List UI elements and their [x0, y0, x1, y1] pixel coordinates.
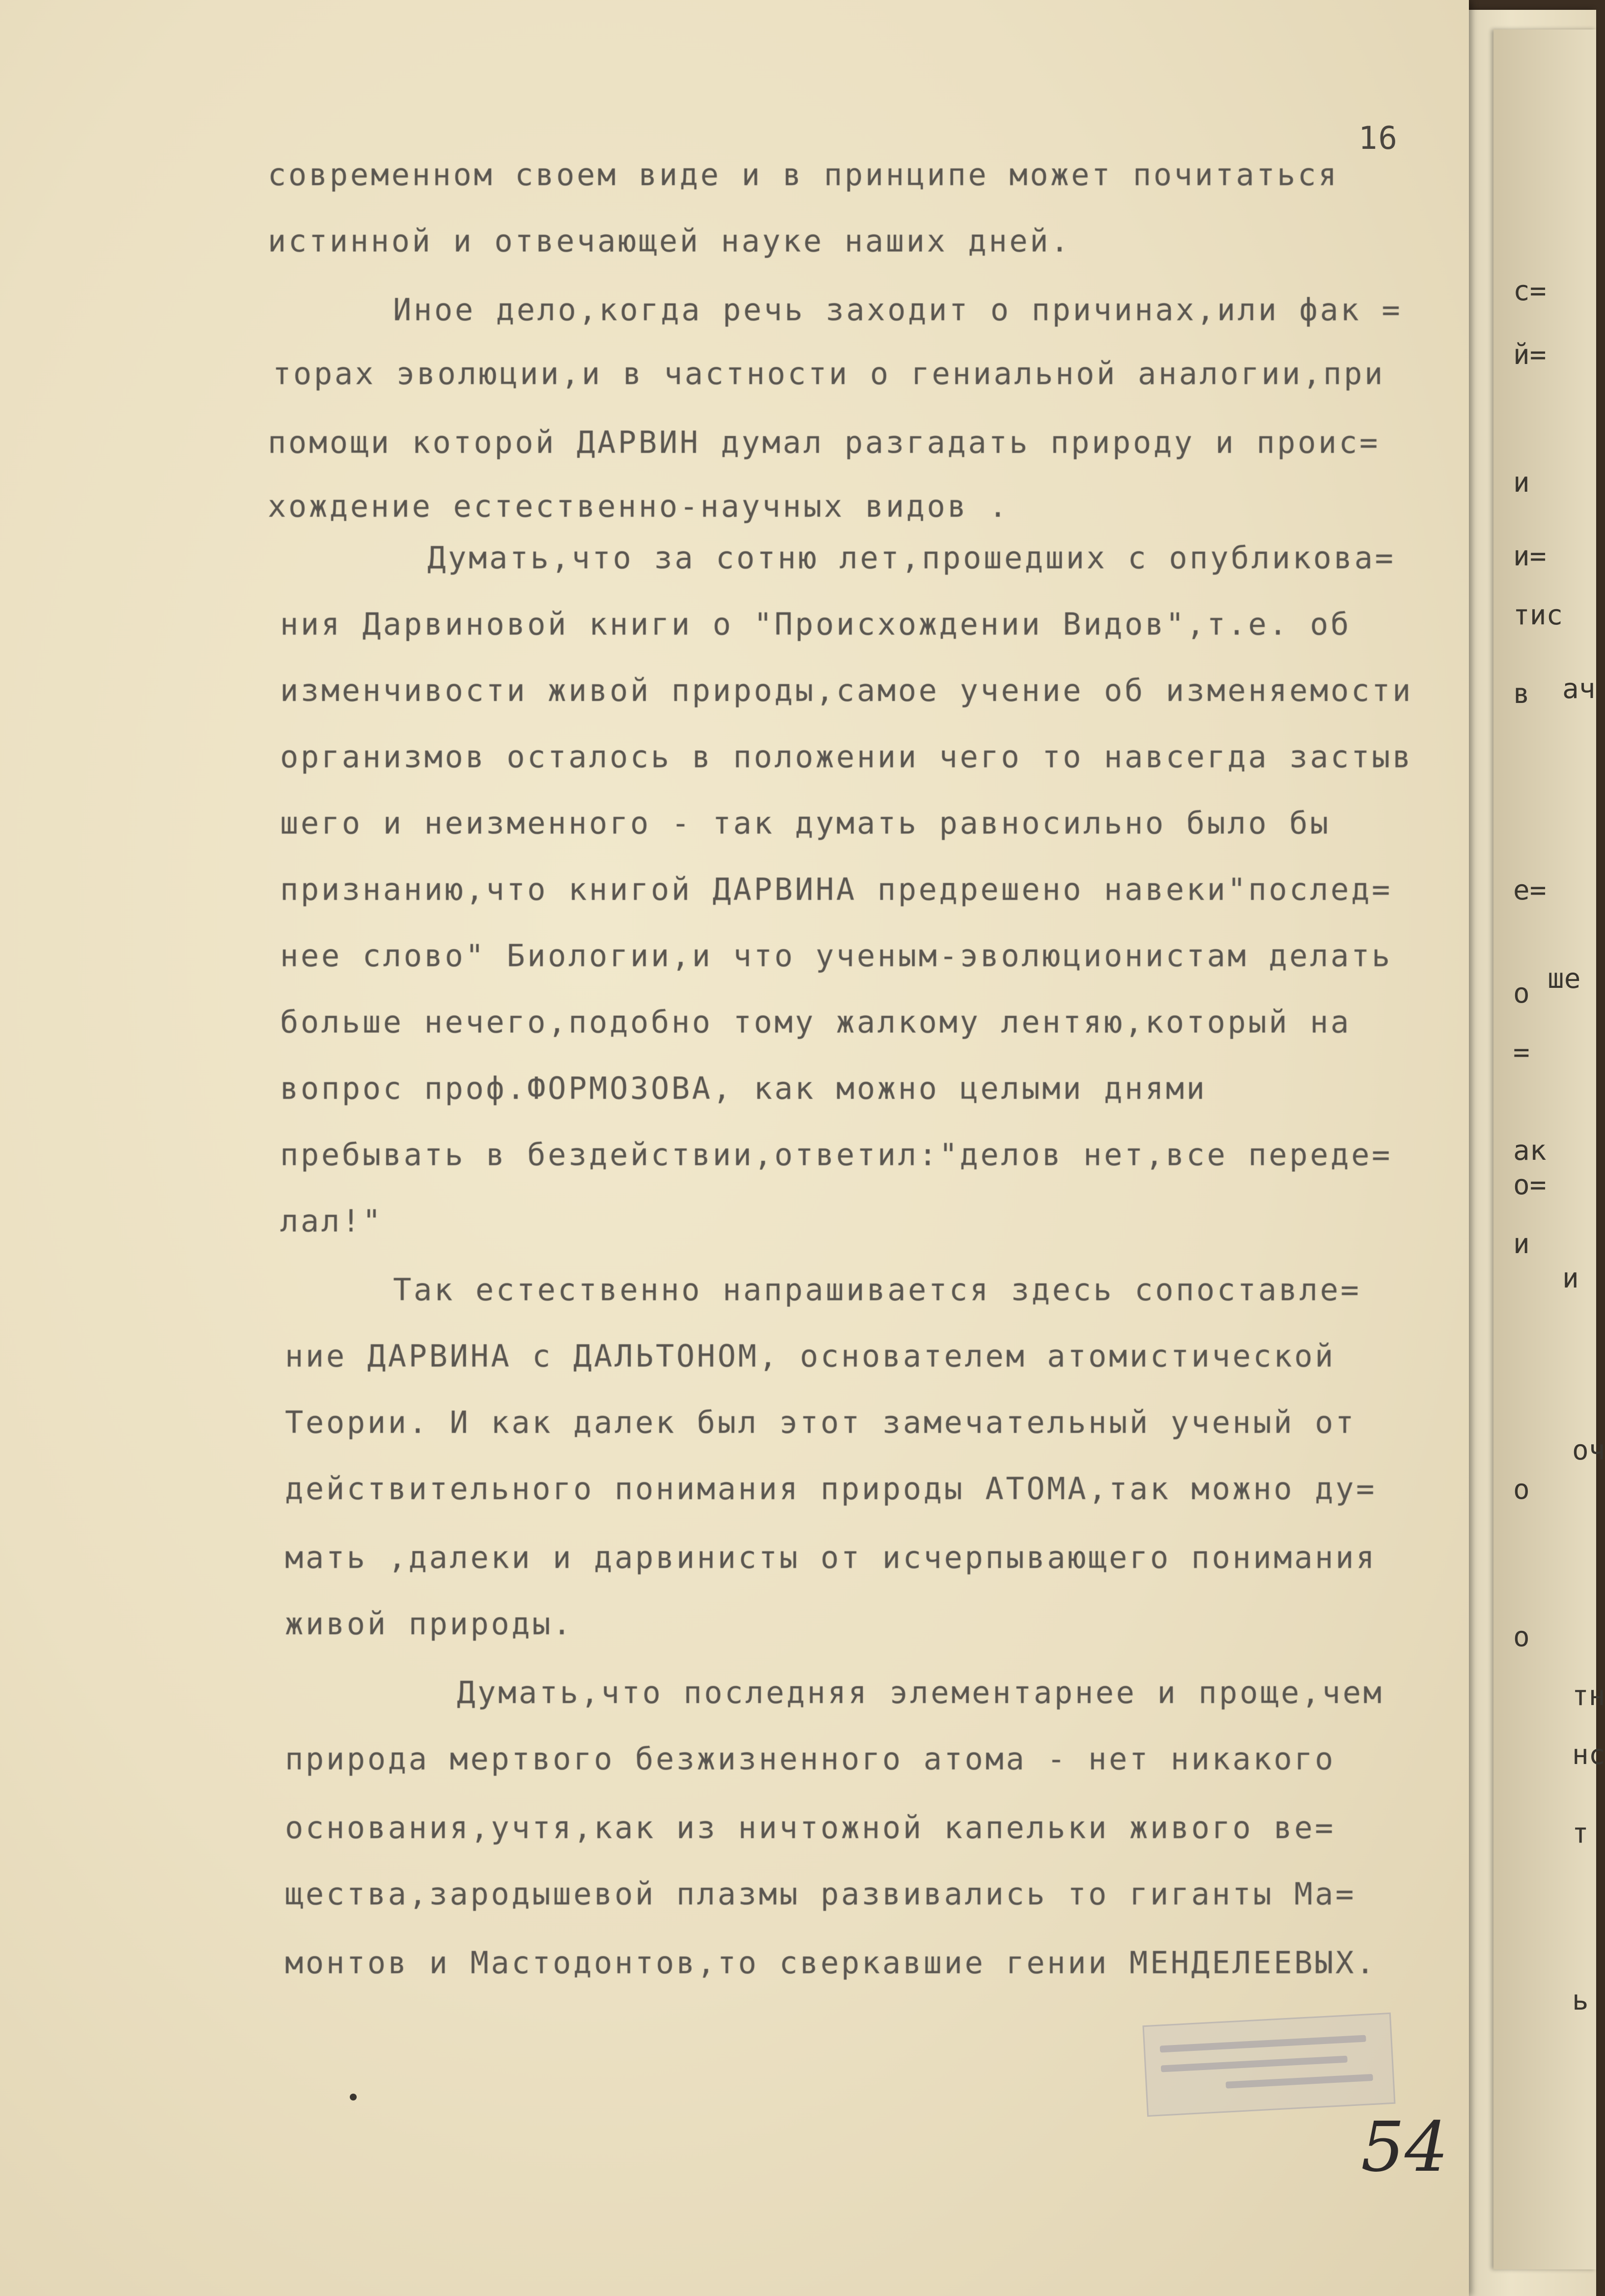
- text-line: ние ДАРВИНА с ДАЛЬТОНОМ, основателем атомистической: [285, 1338, 1336, 1374]
- text-line: Так естественно напрашивается здесь сопоставле=: [393, 1272, 1361, 1308]
- underlying-page-edge-text: [1503, 0, 1605, 2296]
- page-number: 16: [1358, 120, 1399, 157]
- text-line: изменчивости живой природы,самое учение об изменяемости: [280, 672, 1413, 708]
- text-line: организмов осталось в положении чего то навсегда застыв: [280, 739, 1413, 775]
- edge-fragment: ь: [1572, 1985, 1589, 2016]
- text-line: Думать,что за сотню лет,прошедших с опубликова=: [427, 540, 1396, 576]
- text-line: мать ,далеки и дарвинисты от исчерпывающего понимания: [285, 1540, 1377, 1575]
- edge-fragment: тис: [1513, 599, 1563, 631]
- text-line: современном своем виде и в принципе может почитаться: [268, 157, 1339, 193]
- edge-fragment: и: [1562, 1262, 1579, 1294]
- text-line: больше нечего,подобно тому жалкому лентяю,который на: [280, 1004, 1352, 1040]
- text-line: ния Дарвиновой книги о "Происхождении Видов",т.е. об: [280, 606, 1352, 642]
- edge-fragment: т: [1572, 1818, 1589, 1849]
- edge-fragment: и=: [1513, 540, 1547, 572]
- edge-fragment: с=: [1513, 275, 1547, 307]
- edge-fragment: ше: [1548, 963, 1581, 995]
- text-line: шего и неизменного - так думать равносильно было бы: [280, 805, 1331, 841]
- edge-fragment: ач: [1562, 673, 1596, 705]
- text-line: лал!": [280, 1203, 383, 1239]
- stamp-line: [1161, 2056, 1348, 2072]
- edge-fragment: о=: [1513, 1169, 1547, 1201]
- edge-fragment: о: [1513, 978, 1530, 1009]
- text-line: живой природы.: [285, 1606, 573, 1642]
- edge-fragment: нс: [1572, 1739, 1605, 1771]
- edge-fragment: в: [1513, 678, 1530, 710]
- text-line: Теории. И как далек был этот замечательный ученый от: [285, 1404, 1356, 1440]
- text-line: Думать,что последняя элементарнее и проще,чем: [457, 1675, 1384, 1710]
- edge-fragment: =: [1513, 1036, 1530, 1068]
- text-line: щества,зародышевой плазмы развивались то гиганты Ма=: [285, 1876, 1356, 1912]
- text-line: истинной и отвечающей науке наших дней.: [268, 223, 1071, 259]
- stamp-line: [1160, 2035, 1366, 2053]
- edge-fragment: и: [1513, 467, 1530, 499]
- text-line: хождение естественно-научных видов .: [268, 488, 1010, 524]
- text-line: признанию,что книгой ДАРВИНА предрешено навеки"послед=: [280, 871, 1393, 907]
- stamp-line: [1226, 2074, 1373, 2089]
- text-line: основания,учтя,как из ничтожной капельки живого ве=: [285, 1810, 1336, 1846]
- text-line: пребывать в бездействии,ответил:"делов нет,все переде=: [280, 1137, 1393, 1173]
- text-line: Иное дело,когда речь заходит о причинах,или фак =: [393, 292, 1403, 328]
- text-line: природа мертвого безжизненного атома - нет никакого: [285, 1741, 1336, 1777]
- edge-fragment: й=: [1513, 339, 1547, 371]
- text-line: помощи которой ДАРВИН думал разгадать природу и проис=: [268, 424, 1380, 460]
- text-line: торах эволюции,и в частности о гениальной аналогии,при: [273, 356, 1385, 392]
- edge-fragment: о: [1513, 1621, 1530, 1653]
- ink-dot: [350, 2094, 357, 2100]
- edge-fragment: и: [1513, 1228, 1530, 1260]
- folio-number: 54: [1361, 2107, 1449, 2187]
- text-line: действительного понимания природы АТОМА,так можно ду=: [285, 1471, 1377, 1507]
- text-line: вопрос проф.ФОРМОЗОВА, как можно целыми днями: [280, 1070, 1207, 1106]
- archive-stamp: [1142, 2013, 1395, 2117]
- text-line: монтов и Мастодонтов,то сверкавшие гении МЕНДЕЛЕЕВЫХ.: [285, 1945, 1377, 1981]
- edge-fragment: о: [1513, 1474, 1530, 1506]
- edge-fragment: е=: [1513, 874, 1547, 906]
- edge-fragment: тн: [1572, 1680, 1605, 1712]
- text-line: нее слово" Биологии,и что ученым-эволюционистам делать: [280, 938, 1393, 974]
- edge-fragment: оч: [1572, 1434, 1605, 1466]
- edge-fragment: ак: [1513, 1135, 1547, 1167]
